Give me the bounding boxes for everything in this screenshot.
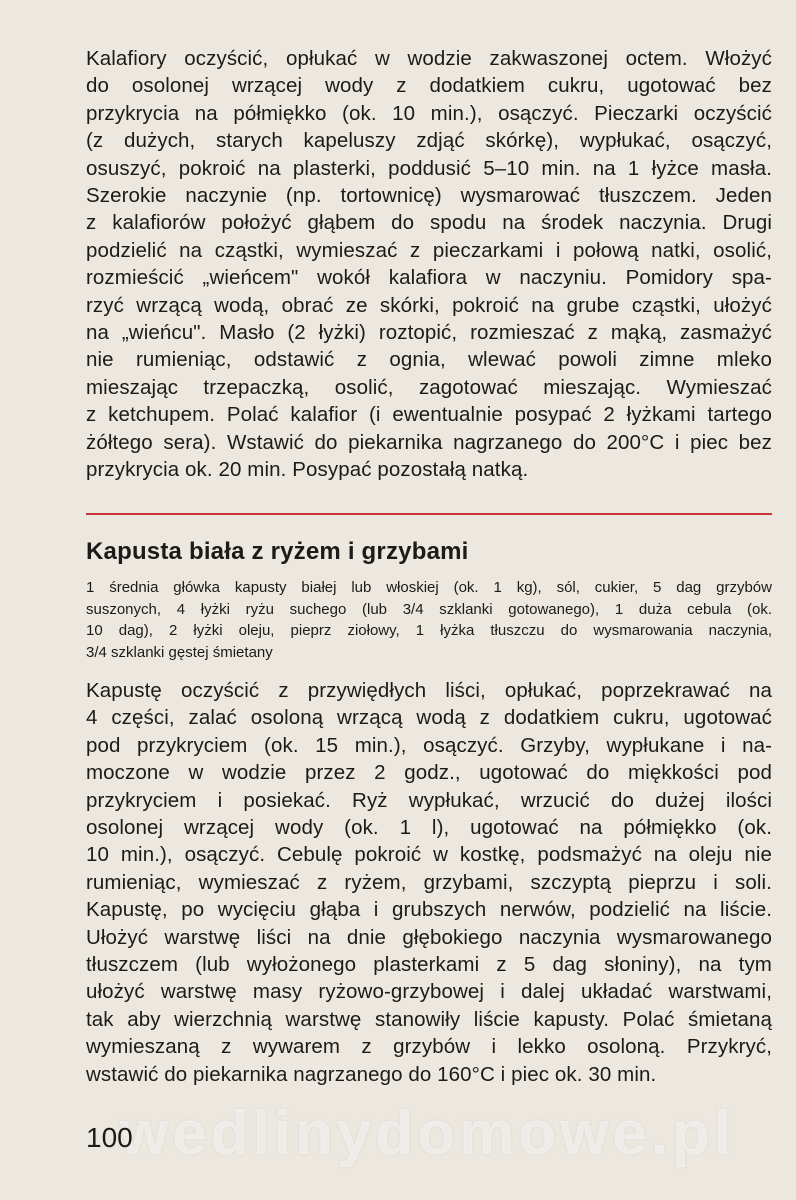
text-line: mieszając trzepaczką, osolić, zagotować mieszając. Wymieszać xyxy=(86,375,772,399)
watermark: wedlinydomowe.pl xyxy=(120,1099,736,1168)
text-line: tak aby wierzchnią warstwę stanowiły liście kapusty. Polać śmietaną xyxy=(86,1007,772,1031)
text-line: z kalafiorów położyć głąbem do spodu na środek naczynia. Drugi xyxy=(86,211,772,235)
text-line: do osolonej wrzącej wody z dodatkiem cukru, ugotować bez xyxy=(86,74,772,98)
text-line: nie rumieniąc, odstawić z ognia, wlewać powoli zimne mleko xyxy=(86,348,772,372)
text-line: Kapustę, po wycięciu głąba i grubszych nerwów, podzielić na liście. xyxy=(86,898,772,922)
text-line: 10 min.), osączyć. Cebulę pokroić w kostkę, podsmażyć na oleju nie xyxy=(86,843,772,867)
previous-recipe-instructions xyxy=(86,45,772,484)
text-line: podzielić na cząstki, wymieszać z pieczarkami i połową natki, osolić, xyxy=(86,238,772,262)
ingredient-line: 1 średnia główka kapusty białej lub włoskiej (ok. 1 kg), sól, cukier, 5 dag grzybów xyxy=(86,579,772,596)
text-line: 4 części, zalać osoloną wrzącą wodą z dodatkiem cukru, ugotować xyxy=(86,706,772,730)
ingredient-line: 3/4 szklanki gęstej śmietany xyxy=(86,643,273,661)
recipe-instructions xyxy=(86,677,772,1088)
text-line: Kapustę oczyścić z przywiędłych liści, opłukać, poprzekrawać na xyxy=(86,679,772,702)
text-line: osuszyć, pokroić na plasterki, poddusić 5–10 min. na 1 łyżce masła. xyxy=(86,156,772,180)
text-line: (z dużych, starych kapeluszy zdjąć skórkę), wypłukać, osączyć, xyxy=(86,129,772,153)
text-line: osolonej wrzącej wody (ok. 1 l), ugotować na półmiękko (ok. xyxy=(86,816,772,840)
ingredient-line: suszonych, 4 łyżki ryżu suchego (lub 3/4 szklanki gotowanego), 1 duża cebula (ok. xyxy=(86,600,772,618)
page-number: 100 xyxy=(86,1122,133,1153)
ingredient-line: 10 dag), 2 łyżki oleju, pieprz ziołowy, 1 łyżka tłuszczu do wysmarowania naczynia, xyxy=(86,622,772,639)
text-line: wstawić do piekarnika nagrzanego do 160°C i piec ok. 30 min. xyxy=(86,1062,657,1086)
text-line: przykrycia na półmiękko (ok. 10 min.), osączyć. Pieczarki oczyścić xyxy=(86,101,772,125)
text-line: rozmieścić „wieńcem" wokół kalafiora w naczyniu. Pomidory spa- xyxy=(86,266,772,290)
section-divider xyxy=(86,513,772,515)
text-line: wymieszaną z wywarem z grzybów i lekko osoloną. Przykryć, xyxy=(86,1035,772,1059)
text-line: tłuszczem (lub wyłożonego plasterkami z 5 dag słoniny), na tym xyxy=(86,953,772,977)
text-line: Ułożyć warstwę liści na dnie głębokiego naczynia wysmarowanego xyxy=(86,925,772,949)
text-line: przykryciem i posiekać. Ryż wypłukać, wrzucić do dużej ilości xyxy=(86,788,772,812)
text-line: przykrycia ok. 20 min. Posypać pozostałą natką. xyxy=(86,458,529,482)
text-line: na „wieńcu". Masło (2 łyżki) roztopić, rozmieszać z mąką, zasmażyć xyxy=(86,321,772,345)
text-line: Szerokie naczynie (np. tortownicę) wysmarować tłuszczem. Jeden xyxy=(86,184,772,208)
text-line: Kalafiory oczyścić, opłukać w wodzie zakwaszonej octem. Włożyć xyxy=(86,47,772,70)
text-line: z ketchupem. Polać kalafior (i ewentualnie posypać 2 łyżkami tartego xyxy=(86,403,772,427)
text-line: rumieniąc, wymieszać z ryżem, grzybami, szczyptą pieprzu i soli. xyxy=(86,870,772,894)
recipe-title: Kapusta biała z ryżem i grzybami xyxy=(86,538,469,565)
text-line: rzyć wrzącą wodą, obrać ze skórki, pokroić na grube cząstki, ułożyć xyxy=(86,293,772,317)
text-line: ułożyć warstwę masy ryżowo-grzybowej i dalej układać warstwami, xyxy=(86,980,772,1004)
text-line: pod przykryciem (ok. 15 min.), osączyć. Grzyby, wypłukane i na- xyxy=(86,733,772,757)
text-line: żółtego sera). Wstawić do piekarnika nagrzanego do 200°C i piec bez xyxy=(86,430,772,454)
text-line: moczone w wodzie przez 2 godz., ugotować do miękkości pod xyxy=(86,761,772,785)
